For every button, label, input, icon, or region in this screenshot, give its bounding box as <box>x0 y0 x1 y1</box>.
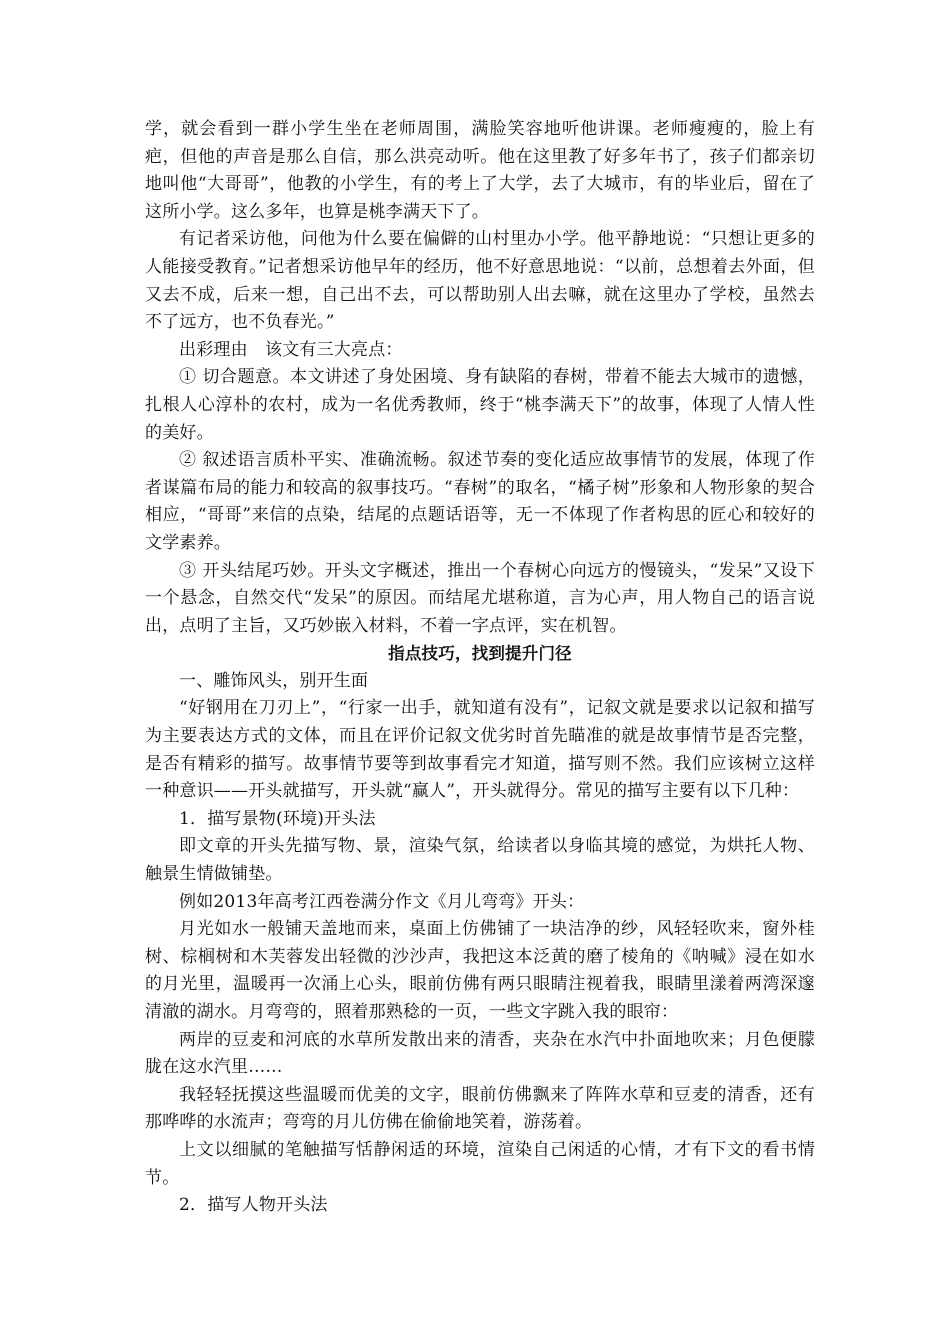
method-heading-1: 1．描写景物(环境)开头法 <box>179 808 376 829</box>
paragraph-example-comment: 上文以细腻的笔触描写恬静闲适的环境，渲染自己闲适的心情，才有下文的看书情节。 <box>145 1139 815 1188</box>
subsection-heading: 一、雕饰风头，别开生面 <box>179 670 369 691</box>
paragraph-highlight-reason: 出彩理由 该文有三大亮点： <box>179 339 403 360</box>
paragraph-reporter-interview: 有记者采访他，问他为什么要在偏僻的山村里办小学。他平静地说：“只想让更多的人能接受教育。”记者想采访他早年的经历，他不好意思地说：“以前，总想着去外面，但又去不成，后来一想，自己出不去，可以帮助别人出去嘛，就在这里办了学校，虽然去不了远方，也不负春光。” <box>145 229 815 333</box>
paragraph-example-text-1: 月光如水一般铺天盖地而来，桌面上仿佛铺了一块洁净的纱，风轻轻吹来，窗外桂树、棕榈树和木芙蓉发出轻微的沙沙声，我把这本泛黄的磨了棱角的《呐喊》浸在如水的月光里，温暖再一次涌上心头，眼前仿佛有两只眼睛注视着我，眼睛里漾着两湾深邃清澈的湖水。月弯弯的，照着那熟稔的一页，一些文字跳入我的眼帘： <box>145 919 815 1022</box>
paragraph-highlight-1: ① 切合题意。本文讲述了身处困境、身有缺陷的春树，带着不能去大城市的遗憾，扎根人心淳朴的农村，成为一名优秀教师，终于“桃李满天下”的故事，体现了人情人性的美好。 <box>145 367 815 443</box>
paragraph-highlight-2: ② 叙述语言质朴平实、准确流畅。叙述节奏的变化适应故事情节的发展，体现了作者谋篇布局的能力和较高的叙事技巧。“春树”的取名，“橘子树”形象和人物形象的契合相应，“哥哥”来信的点染，结尾的点题话语等，无一不体现了作者构思的匠心和较好的文学素养。 <box>145 450 815 553</box>
paragraph-highlight-3: ③ 开头结尾巧妙。开头文字概述，推出一个春树心向远方的慢镜头，“发呆”又设下一个悬念，自然交代“发呆”的原因。而结尾尤堪称道，言为心声，用人物自己的语言说出，点明了主旨，又巧妙嵌入材料，不着一字点评，实在机智。 <box>145 560 815 636</box>
paragraph-method-1-desc: 即文章的开头先描写物、景，渲染气氛，给读者以身临其境的感觉，为烘托人物、触景生情做铺垫。 <box>145 836 815 885</box>
paragraph-example-quote: 两岸的豆麦和河底的水草所发散出来的清香，夹杂在水汽中扑面地吹来；月色便朦胧在这水汽里…… <box>145 1029 815 1078</box>
method-heading-2: 2．描写人物开头法 <box>179 1195 328 1216</box>
section-heading: 指点技巧，找到提升门径 <box>388 644 572 664</box>
paragraph-story-continued: 学，就会看到一群小学生坐在老师周围，满脸笑容地听他讲课。老师瘦瘦的，脸上有疤，但他的声音是那么自信，那么洪亮动听。他在这里教了好多年书了，孩子们都亲切地叫他“大哥哥”，他教的小学生，有的考上了大学，去了大城市，有的毕业后，留在了这所小学。这么多年，也算是桃李满天下了。 <box>145 119 815 222</box>
paragraph-intro: “好钢用在刀刃上”，“行家一出手，就知道有没有”，记叙文就是要求以记叙和描写为主要表达方式的文体，而且在评价记叙文优劣时首先瞄准的就是故事情节是否完整，是否有精彩的描写。故事情节要等到故事看完才知道，描写则不然。我们应该树立这样一种意识——开头就描写，开头就“赢人”，开头就得分。常见的描写主要有以下几种： <box>145 698 815 802</box>
paragraph-example-text-2: 我轻轻抚摸这些温暖而优美的文字，眼前仿佛飘来了阵阵水草和豆麦的清香，还有那哗哗的水流声；弯弯的月儿仿佛在偷偷地笑着，游荡着。 <box>145 1084 815 1133</box>
document-page <box>145 116 815 1220</box>
paragraph-example-intro: 例如2013年高考江西卷满分作文《月儿弯弯》开头： <box>179 891 585 912</box>
